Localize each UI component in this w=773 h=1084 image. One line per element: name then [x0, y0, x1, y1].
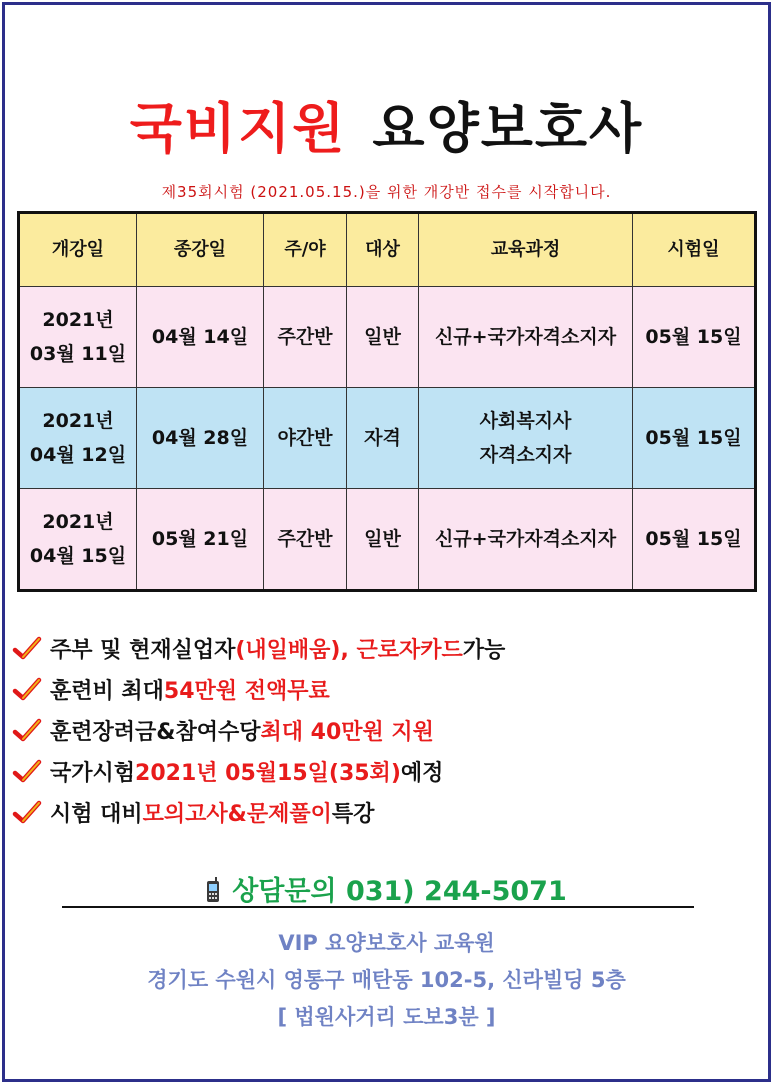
- title-black: 요양보호사: [372, 97, 644, 160]
- benefits-list: [12, 628, 762, 833]
- contact-phone[interactable]: 상담문의 031) 244-5071: [232, 876, 567, 907]
- schedule-table: [17, 211, 757, 592]
- institute-name: VIP 요양보호사 교육원: [278, 931, 495, 955]
- checkmark-icon: [12, 798, 42, 828]
- target-cell: 일반: [347, 489, 419, 591]
- end-date-cell: 04월 14일: [137, 287, 264, 388]
- divider: [62, 906, 694, 908]
- start-date-cell: 2021년 04월 15일: [19, 489, 137, 591]
- exam-date-cell: 05월 15일: [633, 287, 756, 388]
- start-date-cell: 2021년 04월 12일: [19, 388, 137, 489]
- title-red: 국비지원: [129, 97, 347, 160]
- checkmark-icon: [12, 757, 42, 787]
- shift-cell: 주간반: [264, 287, 347, 388]
- table-header-row: [19, 213, 756, 287]
- course-cell: 사회복지사 자격소지자: [419, 388, 633, 489]
- header-end-date: 종강일: [137, 213, 264, 287]
- end-date-cell: 04월 28일: [137, 388, 264, 489]
- list-item: 시험 대비 모의고사&문제풀이 특강: [12, 792, 762, 833]
- header-exam-date: 시험일: [633, 213, 756, 287]
- course-cell: 신규+국가자격소지자: [419, 489, 633, 591]
- checkmark-icon: [12, 634, 42, 664]
- list-item: 훈련장려금&참여수당 최대 40만원 지원: [12, 710, 762, 751]
- contact-line: [0, 869, 773, 908]
- header-course: 교육과정: [419, 213, 633, 287]
- end-date-cell: 05월 21일: [137, 489, 264, 591]
- header-target: 대상: [347, 213, 419, 287]
- table-row: [19, 287, 756, 388]
- table-row: [19, 489, 756, 591]
- institute-directions: [ 법원사거리 도보3분 ]: [277, 1005, 496, 1029]
- list-item: 훈련비 최대 54만원 전액무료: [12, 669, 762, 710]
- target-cell: 자격: [347, 388, 419, 489]
- target-cell: 일반: [347, 287, 419, 388]
- mobile-phone-icon: [206, 877, 220, 903]
- subtitle: 제35회시험 (2021.05.15.)을 위한 개강반 접수를 시작합니다.: [161, 183, 612, 201]
- institute-address: 경기도 수원시 영통구 매탄동 102-5, 신라빌딩 5층: [147, 968, 626, 992]
- page-title: [0, 86, 773, 163]
- course-cell: 신규+국가자격소지자: [419, 287, 633, 388]
- header-shift: 주/야: [264, 213, 347, 287]
- table-row: [19, 388, 756, 489]
- header-start-date: 개강일: [19, 213, 137, 287]
- list-item: 국가시험 2021년 05월15일(35회) 예정: [12, 751, 762, 792]
- exam-date-cell: 05월 15일: [633, 489, 756, 591]
- shift-cell: 야간반: [264, 388, 347, 489]
- checkmark-icon: [12, 716, 42, 746]
- start-date-cell: 2021년 03월 11일: [19, 287, 137, 388]
- checkmark-icon: [12, 675, 42, 705]
- list-item: 주부 및 현재실업자 (내일배움), 근로자카드 가능: [12, 628, 762, 669]
- shift-cell: 주간반: [264, 489, 347, 591]
- exam-date-cell: 05월 15일: [633, 388, 756, 489]
